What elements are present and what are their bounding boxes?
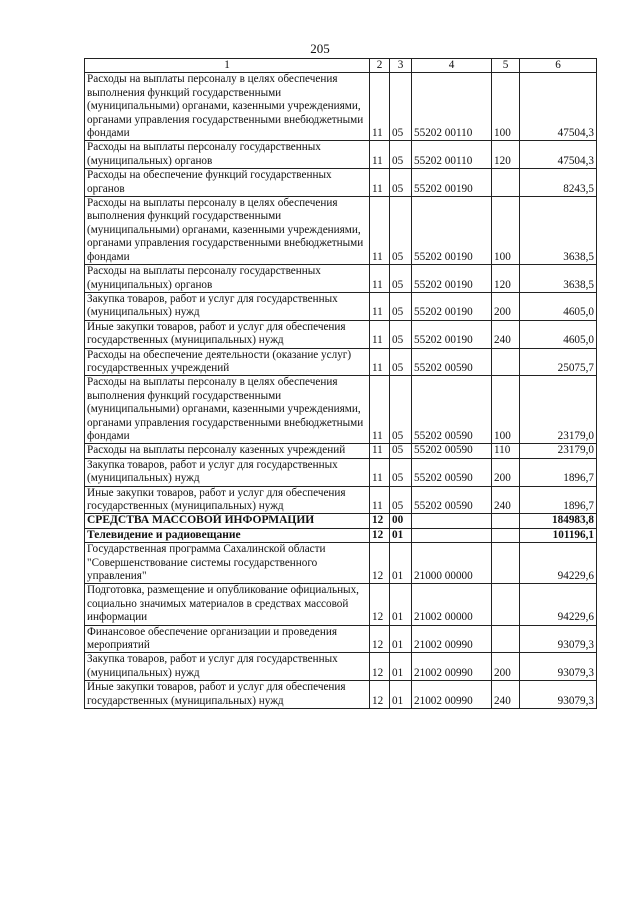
row-name: Финансовое обеспечение организации и проведения мероприятий [85, 625, 370, 653]
row-expense-type: 120 [492, 265, 520, 293]
table-body [85, 73, 597, 709]
row-section: 12 [370, 514, 390, 528]
row-subsection: 05 [390, 376, 412, 444]
row-amount: 101196,1 [520, 528, 597, 542]
row-subsection: 01 [390, 543, 412, 584]
row-expense-type: 240 [492, 320, 520, 348]
row-name: Подготовка, размещение и опубликование официальных, социально значимых материалов в средствах массовой информации [85, 584, 370, 625]
row-section: 12 [370, 681, 390, 709]
column-header: 2 [370, 59, 390, 73]
row-target-article: 21000 00000 [412, 543, 492, 584]
row-amount: 3638,5 [520, 197, 597, 265]
row-section: 12 [370, 543, 390, 584]
row-name: Иные закупки товаров, работ и услуг для обеспечения государственных (муниципальных) нужд [85, 320, 370, 348]
page-number: 205 [310, 41, 330, 56]
table-row [85, 543, 597, 584]
row-amount: 94229,6 [520, 584, 597, 625]
row-name: Закупка товаров, работ и услуг для государственных (муниципальных) нужд [85, 458, 370, 486]
row-subsection: 05 [390, 458, 412, 486]
row-section: 11 [370, 458, 390, 486]
row-subsection: 00 [390, 514, 412, 528]
row-amount: 4605,0 [520, 320, 597, 348]
table-row [85, 681, 597, 709]
row-subsection: 01 [390, 625, 412, 653]
row-name: Телевидение и радиовещание [85, 528, 370, 542]
row-section: 11 [370, 444, 390, 458]
row-name: Расходы на выплаты персоналу государственных (муниципальных) органов [85, 141, 370, 169]
row-name: Государственная программа Сахалинской области "Совершенствование системы государственного управления" [85, 543, 370, 584]
row-expense-type: 100 [492, 197, 520, 265]
row-subsection: 05 [390, 265, 412, 293]
row-name: Расходы на обеспечение функций государственных органов [85, 169, 370, 197]
column-header: 4 [412, 59, 492, 73]
row-amount: 23179,0 [520, 444, 597, 458]
header-row [85, 59, 597, 73]
table-row [85, 141, 597, 169]
row-target-article: 55202 00190 [412, 320, 492, 348]
row-section: 11 [370, 320, 390, 348]
row-subsection: 05 [390, 444, 412, 458]
row-section: 11 [370, 73, 390, 141]
row-amount: 3638,5 [520, 265, 597, 293]
row-expense-type: 100 [492, 376, 520, 444]
column-header: 3 [390, 59, 412, 73]
table-row [85, 444, 597, 458]
row-expense-type [492, 169, 520, 197]
column-header: 5 [492, 59, 520, 73]
row-target-article: 55202 00190 [412, 292, 492, 320]
row-target-article [412, 514, 492, 528]
table-row [85, 320, 597, 348]
row-target-article: 55202 00110 [412, 141, 492, 169]
row-subsection: 05 [390, 486, 412, 514]
row-expense-type: 240 [492, 486, 520, 514]
row-subsection: 05 [390, 169, 412, 197]
row-section: 11 [370, 486, 390, 514]
row-subsection: 05 [390, 348, 412, 376]
row-subsection: 01 [390, 584, 412, 625]
row-subsection: 05 [390, 320, 412, 348]
row-name: Иные закупки товаров, работ и услуг для обеспечения государственных (муниципальных) нужд [85, 681, 370, 709]
row-target-article: 21002 00000 [412, 584, 492, 625]
row-name: Закупка товаров, работ и услуг для государственных (муниципальных) нужд [85, 653, 370, 681]
row-amount: 93079,3 [520, 653, 597, 681]
row-amount: 4605,0 [520, 292, 597, 320]
row-section: 12 [370, 653, 390, 681]
row-expense-type [492, 514, 520, 528]
table-row [85, 376, 597, 444]
row-expense-type [492, 584, 520, 625]
row-name: Закупка товаров, работ и услуг для государственных (муниципальных) нужд [85, 292, 370, 320]
row-section: 11 [370, 292, 390, 320]
table-row [85, 458, 597, 486]
row-target-article: 21002 00990 [412, 653, 492, 681]
row-target-article: 55202 00590 [412, 376, 492, 444]
row-expense-type: 200 [492, 458, 520, 486]
row-section: 11 [370, 265, 390, 293]
row-subsection: 05 [390, 197, 412, 265]
row-section: 12 [370, 625, 390, 653]
row-expense-type: 110 [492, 444, 520, 458]
row-amount: 94229,6 [520, 543, 597, 584]
row-expense-type: 120 [492, 141, 520, 169]
row-subsection: 01 [390, 528, 412, 542]
budget-table [84, 58, 597, 709]
row-name: Расходы на выплаты персоналу государственных (муниципальных) органов [85, 265, 370, 293]
table-row [85, 625, 597, 653]
row-section: 11 [370, 348, 390, 376]
table-row [85, 197, 597, 265]
row-amount: 1896,7 [520, 458, 597, 486]
row-expense-type [492, 543, 520, 584]
row-name: Расходы на выплаты персоналу в целях обеспечения выполнения функций государственными (муниципальными) органами, казенными учреждениями, органами управления государственными внебюджетными фондами [85, 197, 370, 265]
row-name: Расходы на обеспечение деятельности (оказание услуг) государственных учреждений [85, 348, 370, 376]
table-row [85, 486, 597, 514]
row-subsection: 01 [390, 653, 412, 681]
row-amount: 47504,3 [520, 141, 597, 169]
row-section: 11 [370, 376, 390, 444]
row-target-article: 55202 00590 [412, 348, 492, 376]
table-row [85, 653, 597, 681]
row-name: СРЕДСТВА МАССОВОЙ ИНФОРМАЦИИ [85, 514, 370, 528]
table-row [85, 292, 597, 320]
row-expense-type: 240 [492, 681, 520, 709]
row-name: Расходы на выплаты персоналу казенных учреждений [85, 444, 370, 458]
table-row [85, 169, 597, 197]
row-expense-type [492, 528, 520, 542]
row-name: Расходы на выплаты персоналу в целях обеспечения выполнения функций государственными (муниципальными) органами, казенными учреждениями, органами управления государственными внебюджетными фондами [85, 376, 370, 444]
row-subsection: 05 [390, 141, 412, 169]
row-section: 11 [370, 141, 390, 169]
row-expense-type [492, 348, 520, 376]
column-header: 1 [85, 59, 370, 73]
row-target-article: 55202 00190 [412, 265, 492, 293]
table-row [85, 73, 597, 141]
row-subsection: 01 [390, 681, 412, 709]
row-section: 11 [370, 197, 390, 265]
row-amount: 8243,5 [520, 169, 597, 197]
row-expense-type: 200 [492, 292, 520, 320]
row-subsection: 05 [390, 292, 412, 320]
row-section: 12 [370, 528, 390, 542]
row-expense-type: 200 [492, 653, 520, 681]
row-section: 11 [370, 169, 390, 197]
column-header: 6 [520, 59, 597, 73]
row-target-article: 55202 00190 [412, 169, 492, 197]
table-row [85, 265, 597, 293]
row-target-article: 55202 00190 [412, 197, 492, 265]
row-target-article: 55202 00590 [412, 458, 492, 486]
row-amount: 93079,3 [520, 625, 597, 653]
row-name: Иные закупки товаров, работ и услуг для обеспечения государственных (муниципальных) нужд [85, 486, 370, 514]
row-target-article [412, 528, 492, 542]
row-name: Расходы на выплаты персоналу в целях обеспечения выполнения функций государственными (муниципальными) органами, казенными учреждениями, органами управления государственными внебюджетными фондами [85, 73, 370, 141]
row-section: 12 [370, 584, 390, 625]
row-target-article: 55202 00590 [412, 486, 492, 514]
row-amount: 47504,3 [520, 73, 597, 141]
table-row [85, 348, 597, 376]
table-row [85, 528, 597, 542]
row-expense-type: 100 [492, 73, 520, 141]
row-amount: 23179,0 [520, 376, 597, 444]
row-expense-type [492, 625, 520, 653]
row-subsection: 05 [390, 73, 412, 141]
table-row [85, 584, 597, 625]
row-amount: 184983,8 [520, 514, 597, 528]
row-target-article: 21002 00990 [412, 681, 492, 709]
row-amount: 93079,3 [520, 681, 597, 709]
row-target-article: 55202 00110 [412, 73, 492, 141]
table-row [85, 514, 597, 528]
row-target-article: 55202 00590 [412, 444, 492, 458]
row-amount: 1896,7 [520, 486, 597, 514]
row-target-article: 21002 00990 [412, 625, 492, 653]
row-amount: 25075,7 [520, 348, 597, 376]
